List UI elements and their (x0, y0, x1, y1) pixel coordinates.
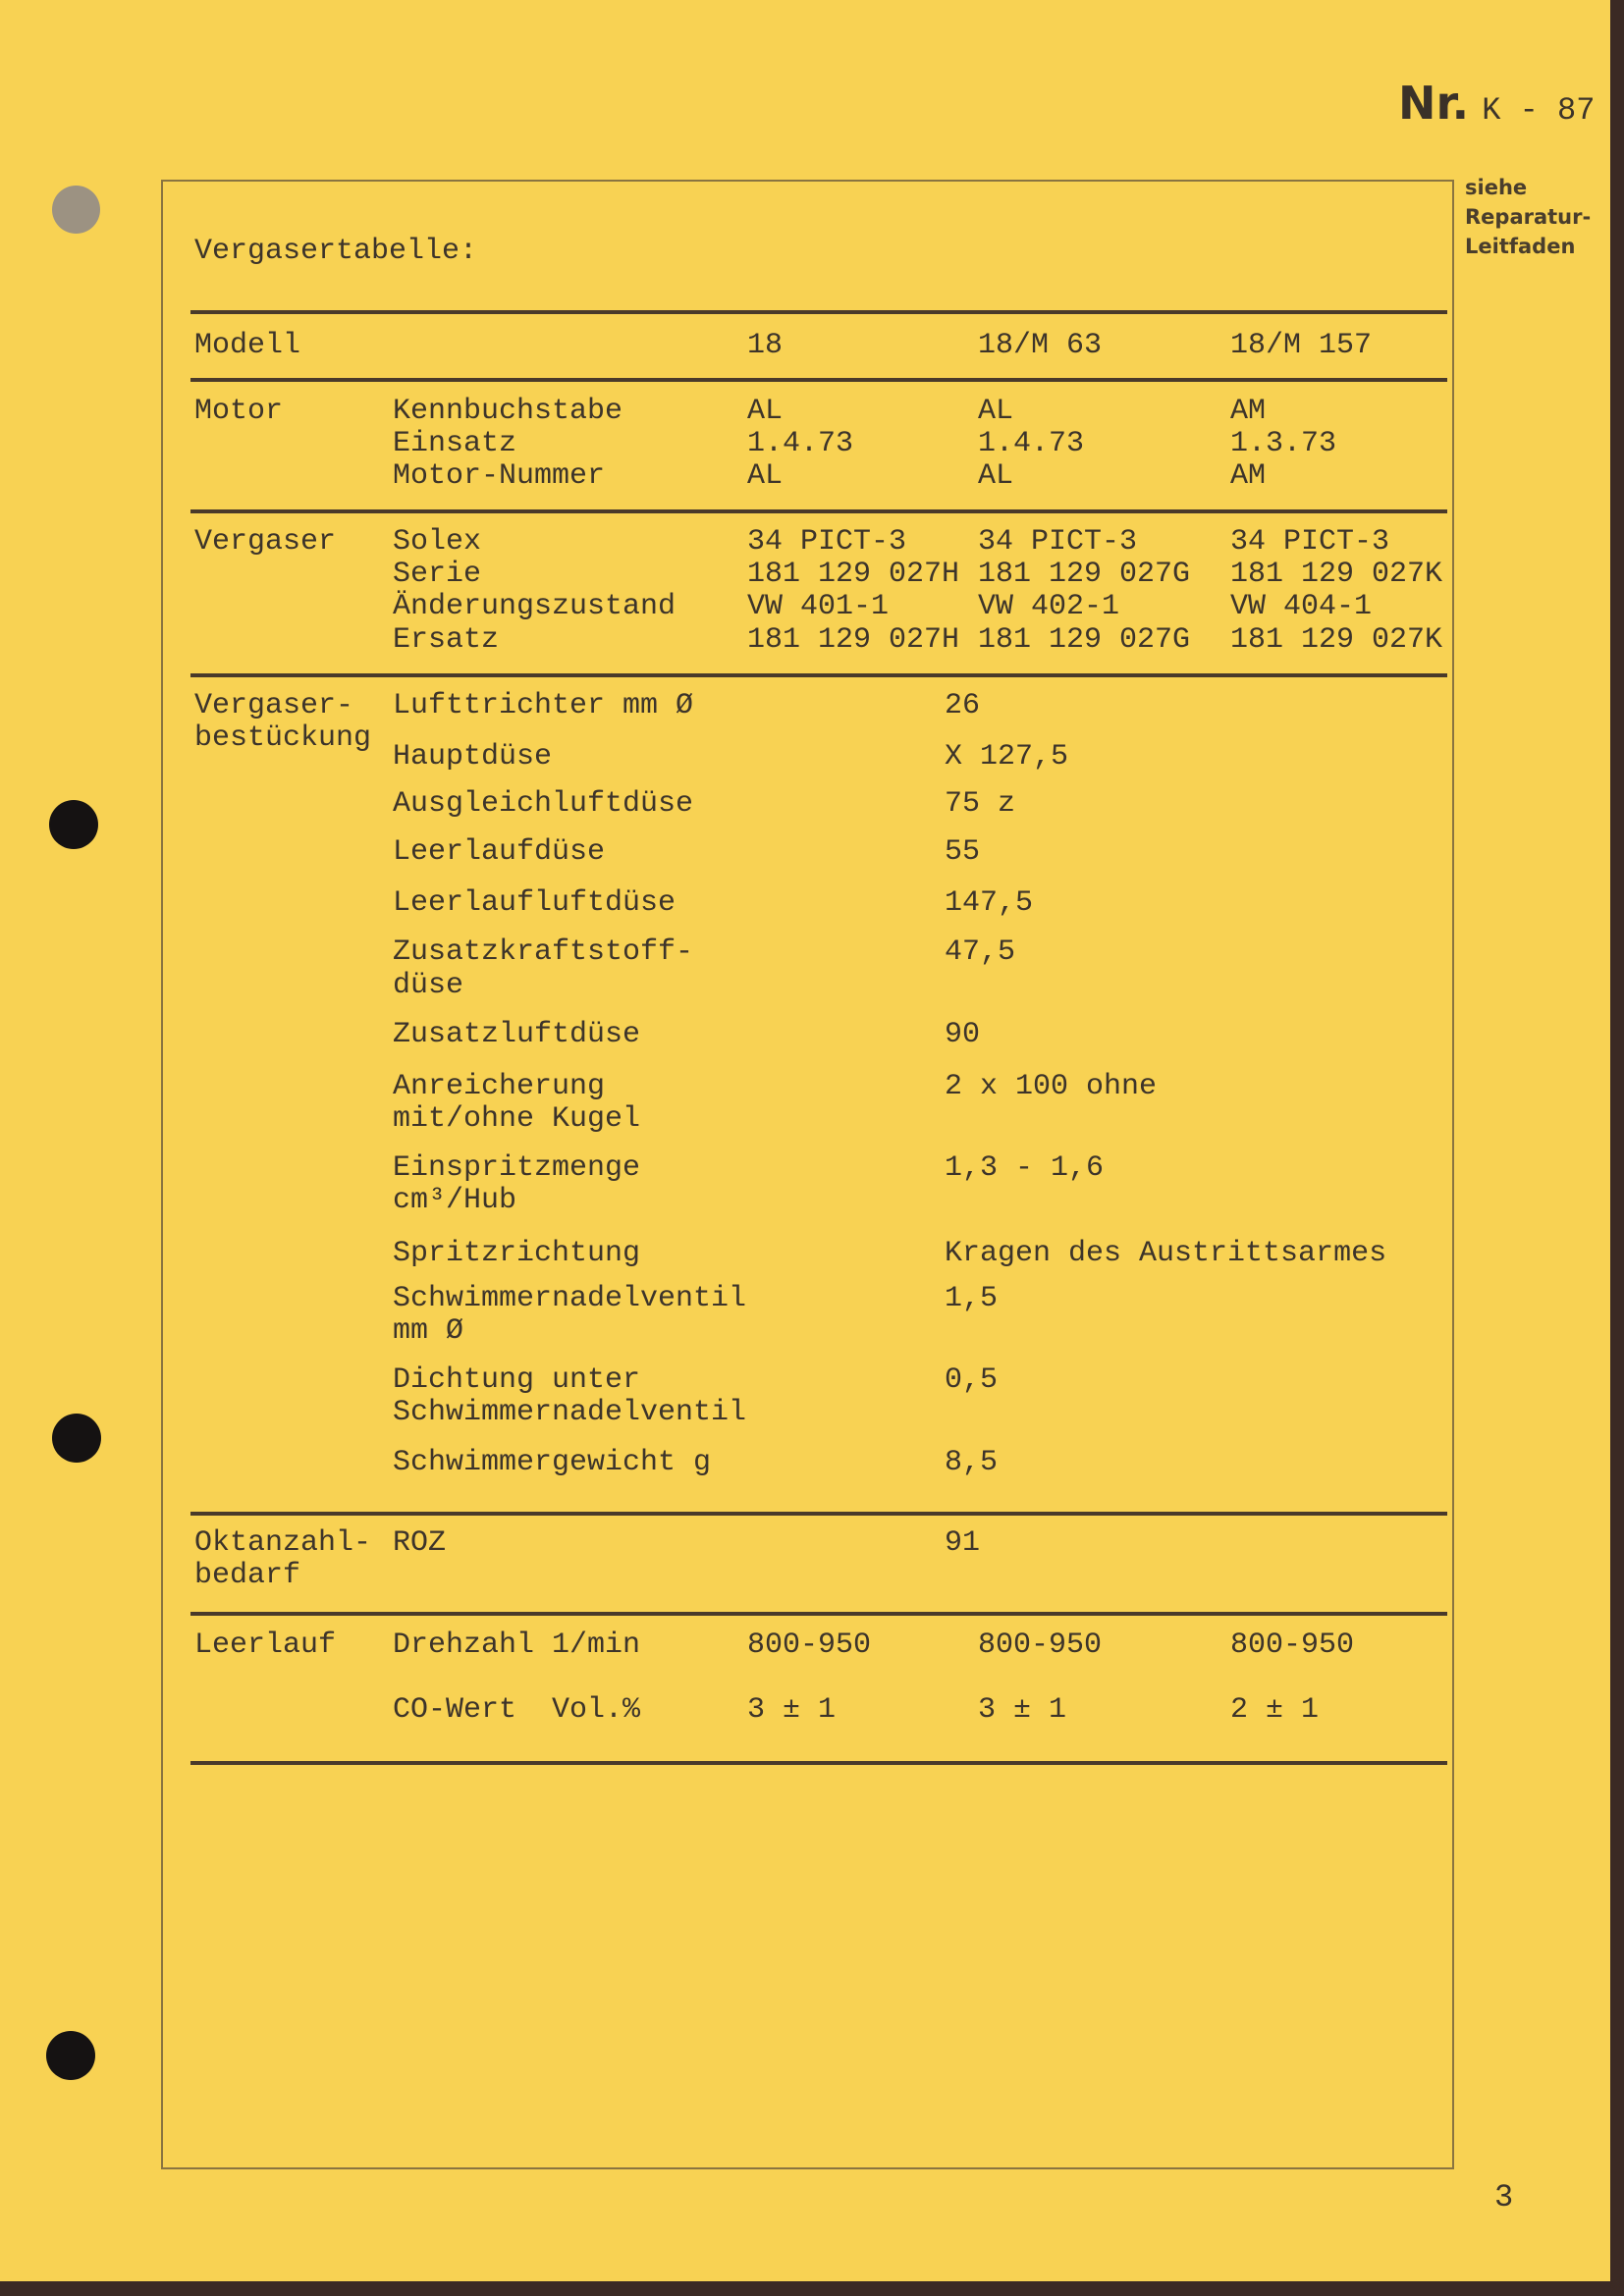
divider (190, 673, 1447, 677)
cell: 2 ± 1 (1230, 1693, 1320, 1727)
modell-value: 18/M 63 (978, 329, 1103, 362)
cell: 75 z (945, 787, 1016, 821)
row-label: ROZ (393, 1526, 447, 1560)
cell: 181 129 027H (747, 558, 960, 591)
row-label: Leerlaufluftdüse (393, 886, 677, 920)
cell: 34 PICT-3 (747, 525, 907, 559)
row-label: Lufttrichter mm Ø (393, 689, 694, 722)
cell: X 127,5 (945, 740, 1069, 774)
cell: 181 129 027H (747, 623, 960, 657)
row-label: Zusatzluftdüse (393, 1018, 641, 1051)
group-label: Vergaser (194, 525, 337, 559)
cell: 8,5 (945, 1446, 999, 1479)
row-label: mm Ø (393, 1314, 464, 1348)
nr-value: K - 87 (1482, 92, 1596, 129)
cell: 34 PICT-3 (978, 525, 1138, 559)
row-label: Kennbuchstabe (393, 395, 623, 428)
scan-edge-right (1610, 0, 1624, 2296)
page-number: 3 (1494, 2179, 1514, 2216)
punch-hole (52, 186, 100, 234)
row-label: cm³/Hub (393, 1184, 517, 1217)
cell: 3 ± 1 (747, 1693, 837, 1727)
cell: 181 129 027K (1230, 623, 1443, 657)
cell: 181 129 027G (978, 623, 1191, 657)
group-label: bedarf (194, 1559, 301, 1592)
row-label: Änderungszustand (393, 590, 677, 623)
cell: 2 x 100 ohne (945, 1070, 1158, 1103)
cell: Kragen des Austrittsarmes (945, 1237, 1387, 1270)
cell: 0,5 (945, 1363, 999, 1397)
group-label: Vergaser- (194, 689, 354, 722)
cell: 800-950 (978, 1629, 1103, 1662)
modell-value: 18/M 157 (1230, 329, 1373, 362)
group-label: bestückung (194, 721, 372, 755)
row-label: Serie (393, 558, 482, 591)
cell: VW 404-1 (1230, 590, 1373, 623)
cell: 47,5 (945, 935, 1016, 969)
side-note-line: siehe (1465, 176, 1528, 199)
document-number (1398, 77, 1595, 130)
cell: 800-950 (747, 1629, 872, 1662)
row-label: mit/ohne Kugel (393, 1102, 641, 1136)
row-label: Zusatzkraftstoff- (393, 935, 694, 969)
divider (190, 509, 1447, 513)
divider (190, 1612, 1447, 1616)
row-label: Dichtung unter (393, 1363, 641, 1397)
punch-hole (46, 2031, 95, 2080)
row-label: Ausgleichluftdüse (393, 787, 694, 821)
row-label: Ersatz (393, 623, 500, 657)
cell: 181 129 027K (1230, 558, 1443, 591)
divider (190, 1761, 1447, 1765)
row-label: Hauptdüse (393, 740, 553, 774)
row-label: Drehzahl 1/min (393, 1629, 641, 1662)
cell: AL (978, 459, 1014, 493)
group-label: Motor (194, 395, 284, 428)
row-label: Anreicherung (393, 1070, 606, 1103)
row-label: Einsatz (393, 427, 517, 460)
cell: 1,5 (945, 1282, 999, 1315)
row-label: Schwimmernadelventil (393, 1282, 747, 1315)
cell: 34 PICT-3 (1230, 525, 1390, 559)
nr-label: Nr. (1398, 77, 1470, 130)
cell: VW 402-1 (978, 590, 1120, 623)
modell-value: 18 (747, 329, 784, 362)
row-label: Solex (393, 525, 482, 559)
row-label: düse (393, 969, 464, 1002)
row-label: Leerlaufdüse (393, 835, 606, 869)
cell: AM (1230, 395, 1267, 428)
cell: AL (747, 395, 784, 428)
row-label: Schwimmergewicht g (393, 1446, 712, 1479)
divider (190, 1512, 1447, 1516)
row-label: Schwimmernadelventil (393, 1396, 747, 1429)
cell: 800-950 (1230, 1629, 1355, 1662)
side-note-line: Leitfaden (1465, 235, 1576, 258)
cell: 147,5 (945, 886, 1034, 920)
cell: 91 (945, 1526, 981, 1560)
cell: 55 (945, 835, 981, 869)
punch-hole (52, 1414, 101, 1463)
cell: 1.4.73 (747, 427, 854, 460)
cell: AM (1230, 459, 1267, 493)
row-label: Motor-Nummer (393, 459, 606, 493)
cell: AL (747, 459, 784, 493)
row-label: Einspritzmenge (393, 1151, 641, 1185)
cell: 1.3.73 (1230, 427, 1337, 460)
divider (190, 378, 1447, 382)
side-note (1465, 173, 1591, 261)
modell-label: Modell (194, 329, 301, 362)
group-label: Oktanzahl- (194, 1526, 372, 1560)
cell: VW 401-1 (747, 590, 890, 623)
row-label: Spritzrichtung (393, 1237, 641, 1270)
table-title: Vergasertabelle: (194, 235, 478, 268)
punch-hole (49, 800, 98, 849)
cell: 1.4.73 (978, 427, 1085, 460)
group-label: Leerlauf (194, 1629, 337, 1662)
side-note-line: Reparatur- (1465, 205, 1592, 229)
row-label: CO-Wert Vol.% (393, 1693, 641, 1727)
cell: 90 (945, 1018, 981, 1051)
scan-edge-bottom (0, 2281, 1624, 2296)
cell: 181 129 027G (978, 558, 1191, 591)
cell: 1,3 - 1,6 (945, 1151, 1105, 1185)
cell: 26 (945, 689, 981, 722)
divider (190, 310, 1447, 314)
cell: 3 ± 1 (978, 1693, 1067, 1727)
cell: AL (978, 395, 1014, 428)
